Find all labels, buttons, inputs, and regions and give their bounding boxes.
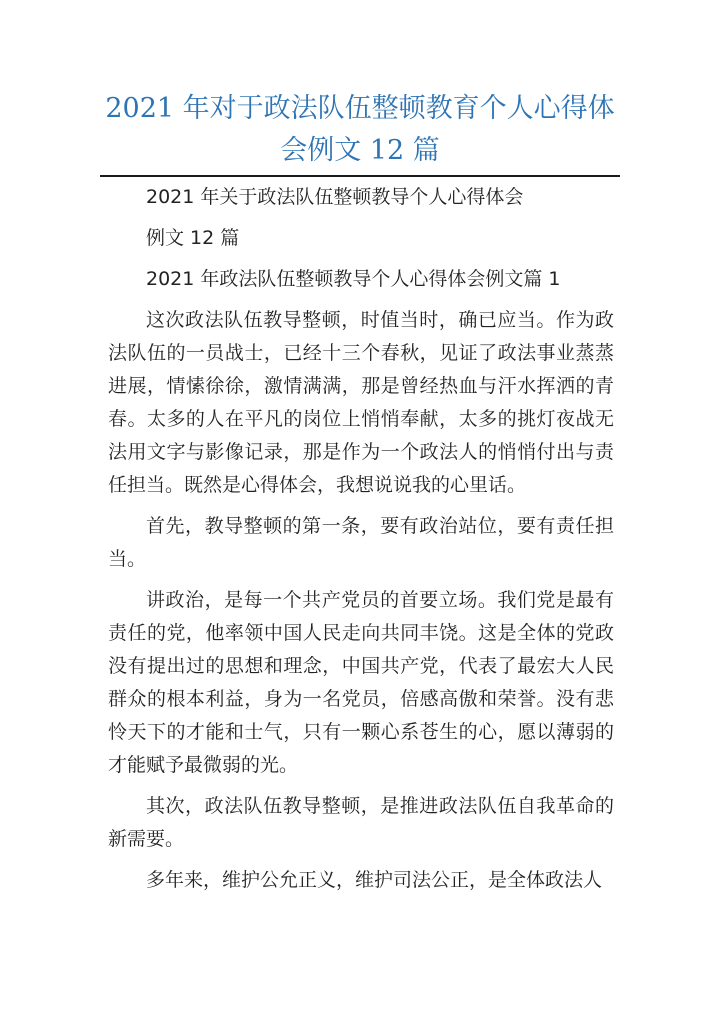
title-divider [100, 175, 620, 177]
heading-line: 2021 年关于政法队伍整顿教导个人心得体会 [146, 186, 524, 208]
body-paragraph: 首先，教导整顿的第一条，要有政治站位，要有责任担当。 [108, 515, 614, 570]
document-body [108, 181, 614, 905]
heading-line: 例文 12 篇 [146, 227, 240, 249]
body-paragraph: 讲政治，是每一个共产党员的首要立场。我们党是最有责任的党，他率领中国人民走向共同丰饶。这是全体的党政没有提出过的思想和理念，中国共产党，代表了最宏大人民群众的根本利益，身为一名党员，倍感高傲和荣誉。没有悲怜天下的才能和士气，只有一颗心系苍生的心，愿以薄弱的才能赋予最微弱的光。 [108, 589, 614, 776]
body-paragraph: 这次政法队伍教导整顿，时值当时，确已应当。作为政法队伍的一员战士，已经十三个春秋，见证了政法事业蒸蒸进展，情愫徐徐，激情满满，那是曾经热血与汗水挥洒的青春。太多的人在平凡的岗位上悄悄奉献，太多的挑灯夜战无法用文字与影像记录，那是作为一个政法人的悄悄付出与责任担当。既然是心得体会，我想说说我的心里话。 [108, 309, 614, 496]
heading-line: 2021 年政法队伍整顿教导个人心得体会例文篇 1 [146, 268, 561, 290]
body-paragraph: 其次，政法队伍教导整顿，是推进政法队伍自我革命的新需要。 [108, 795, 614, 850]
body-paragraph: 多年来，维护公允正义，维护司法公正，是全体政法人 [146, 869, 603, 891]
document-title: 2021 年对于政法队伍整顿教育个人心得体会例文 12 篇 [105, 93, 615, 166]
